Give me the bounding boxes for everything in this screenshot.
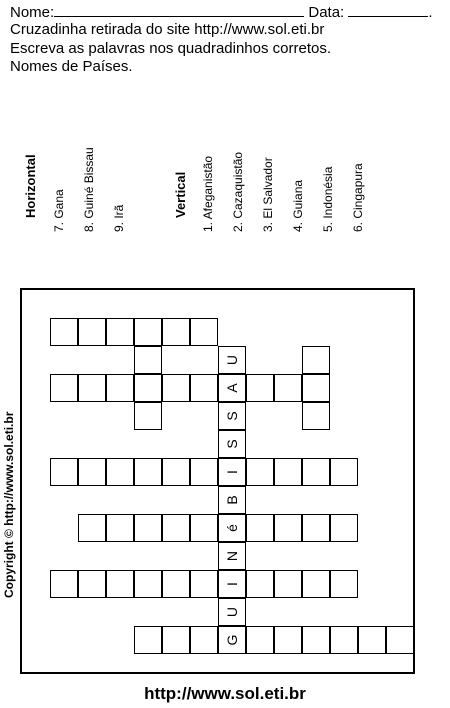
vertical-clue-4: 4. Guiana	[291, 179, 305, 232]
grid-cell[interactable]	[386, 626, 414, 654]
grid-cell[interactable]	[246, 374, 274, 402]
grid-letter: B	[224, 495, 240, 505]
grid-cell[interactable]	[218, 346, 246, 374]
grid-cell[interactable]	[162, 458, 190, 486]
grid-cell[interactable]	[50, 318, 78, 346]
grid-cell[interactable]	[162, 626, 190, 654]
grid-cell[interactable]	[190, 374, 218, 402]
grid-cell[interactable]	[218, 458, 246, 486]
grid-letter: S	[224, 439, 240, 449]
vertical-title: Vertical	[173, 171, 188, 218]
grid-cell[interactable]	[302, 626, 330, 654]
grid-cell[interactable]	[218, 542, 246, 570]
grid-cell[interactable]	[106, 318, 134, 346]
grid-cell[interactable]	[78, 570, 106, 598]
grid-cell[interactable]	[330, 570, 358, 598]
grid-cell[interactable]	[302, 402, 330, 430]
date-label: Data:	[308, 4, 345, 21]
grid-cell[interactable]	[302, 458, 330, 486]
grid-cell[interactable]	[302, 570, 330, 598]
vertical-clue-5: 5. Indonésia	[321, 166, 335, 232]
grid-cell[interactable]	[134, 626, 162, 654]
grid-cell[interactable]	[162, 514, 190, 542]
grid-cell[interactable]	[330, 458, 358, 486]
grid-cell[interactable]	[106, 374, 134, 402]
vertical-clue-2: 2. Cazaquistão	[231, 151, 245, 232]
grid-cell[interactable]	[274, 514, 302, 542]
grid-cell[interactable]	[246, 570, 274, 598]
grid-cell[interactable]	[218, 430, 246, 458]
name-label: Nome:	[10, 4, 55, 21]
grid-cell[interactable]	[78, 318, 106, 346]
page-title: Cruzadinha retirada do site http://www.sol.eti.br	[10, 21, 325, 38]
grid-cell[interactable]	[218, 374, 246, 402]
grid-cell[interactable]	[134, 514, 162, 542]
grid-cell[interactable]	[78, 514, 106, 542]
grid-cell[interactable]	[134, 318, 162, 346]
grid-cell[interactable]	[246, 626, 274, 654]
grid-letter: S	[224, 411, 240, 421]
grid-cell[interactable]	[78, 374, 106, 402]
instructions: Escreva as palavras nos quadradinhos corretos.	[10, 40, 332, 57]
grid-cell[interactable]	[218, 486, 246, 514]
grid-cell[interactable]	[218, 514, 246, 542]
grid-cell[interactable]	[134, 346, 162, 374]
grid-cell[interactable]	[50, 458, 78, 486]
grid-letter: é	[224, 524, 240, 532]
grid-cell[interactable]	[330, 514, 358, 542]
horizontal-clue-7: 7. Gana	[52, 189, 66, 232]
grid-letter: N	[224, 550, 240, 562]
horizontal-title: Horizontal	[23, 154, 38, 218]
grid-cell[interactable]	[106, 514, 134, 542]
grid-letter: U	[224, 354, 240, 366]
grid-cell[interactable]	[302, 346, 330, 374]
grid-cell[interactable]	[162, 318, 190, 346]
grid-cell[interactable]	[190, 318, 218, 346]
grid-cell[interactable]	[218, 598, 246, 626]
grid-cell[interactable]	[302, 514, 330, 542]
grid-cell[interactable]	[246, 514, 274, 542]
grid-cell[interactable]	[274, 374, 302, 402]
vertical-clue-1: 1. Afeganistão	[201, 155, 215, 232]
grid-cell[interactable]	[218, 402, 246, 430]
date-period: .	[428, 4, 433, 21]
date-blank[interactable]	[348, 3, 428, 17]
vertical-clue-6: 6. Cingapura	[351, 163, 365, 232]
grid-letter: I	[224, 582, 240, 586]
grid-cell[interactable]	[50, 570, 78, 598]
grid-cell[interactable]	[330, 626, 358, 654]
grid-cell[interactable]	[134, 402, 162, 430]
grid-cell[interactable]	[134, 374, 162, 402]
grid-cell[interactable]	[302, 374, 330, 402]
copyright-text: Copyright © http://www.sol.eti.br	[2, 411, 16, 598]
grid-cell[interactable]	[162, 374, 190, 402]
vertical-clue-3: 3. El Salvador	[261, 157, 275, 232]
grid-cell[interactable]	[106, 458, 134, 486]
name-blank[interactable]	[54, 3, 304, 17]
grid-letter: G	[224, 634, 240, 646]
grid-cell[interactable]	[358, 626, 386, 654]
theme: Nomes de Países.	[10, 58, 133, 75]
horizontal-clue-9: 9. Irã	[112, 204, 126, 232]
grid-cell[interactable]	[190, 626, 218, 654]
grid-cell[interactable]	[78, 458, 106, 486]
grid-cell[interactable]	[274, 458, 302, 486]
grid-cell[interactable]	[134, 570, 162, 598]
grid-cell[interactable]	[190, 570, 218, 598]
horizontal-clue-8: 8. Guiné Bissau	[82, 147, 96, 232]
crossword-board	[20, 288, 415, 674]
grid-cell[interactable]	[246, 458, 274, 486]
grid-cell[interactable]	[190, 514, 218, 542]
grid-cell[interactable]	[134, 458, 162, 486]
grid-cell[interactable]	[274, 570, 302, 598]
grid-cell[interactable]	[162, 570, 190, 598]
grid-cell[interactable]	[50, 374, 78, 402]
grid-cell[interactable]	[218, 626, 246, 654]
grid-cell[interactable]	[218, 570, 246, 598]
grid-cell[interactable]	[106, 570, 134, 598]
grid-letter: I	[224, 470, 240, 474]
footer-url[interactable]: http://www.sol.eti.br	[144, 684, 306, 703]
name-date-line	[10, 3, 433, 21]
grid-letter: A	[224, 383, 240, 393]
grid-cell[interactable]	[190, 458, 218, 486]
grid-cell[interactable]	[274, 626, 302, 654]
grid-letter: U	[224, 606, 240, 618]
